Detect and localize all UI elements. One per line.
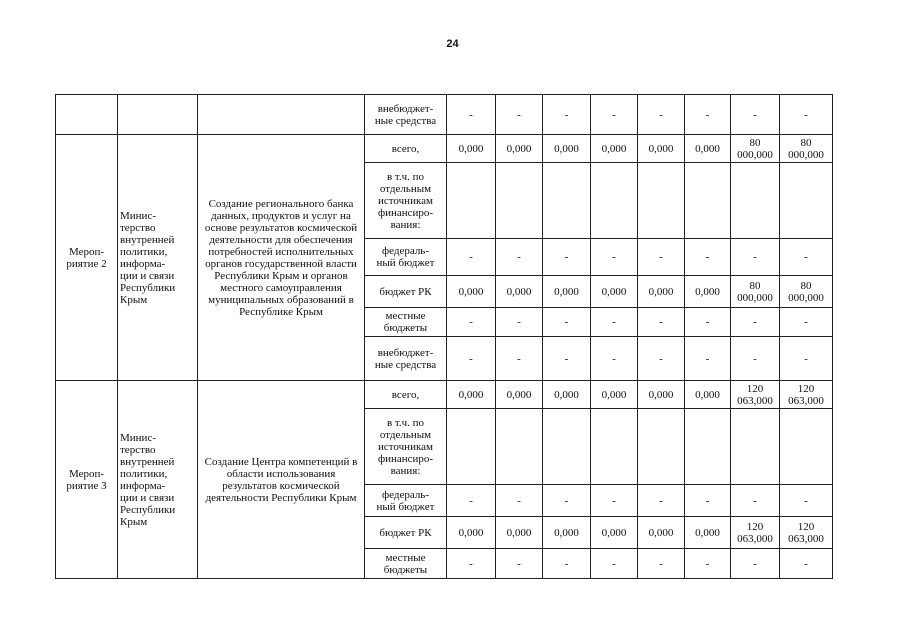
value-cell: - <box>496 337 543 381</box>
value-cell: - <box>780 549 833 579</box>
value-cell: - <box>543 485 591 517</box>
value-cell: - <box>780 308 833 337</box>
value-cell: - <box>638 239 685 276</box>
value-cell: - <box>731 95 780 135</box>
description-cell: Создание Центра компетенций в области использования результатов космической деятельности Республики Крым <box>198 381 365 579</box>
value-cell <box>591 409 638 485</box>
organization-cell <box>118 95 198 135</box>
value-cell: 80 000,000 <box>780 135 833 163</box>
value-cell: - <box>638 337 685 381</box>
value-cell <box>496 409 543 485</box>
value-cell: - <box>731 239 780 276</box>
value-cell: 0,000 <box>543 381 591 409</box>
value-cell: 120 063,000 <box>780 381 833 409</box>
organization-cell: Минис- терство внутренней политики, информа- ции и связи Республики Крым <box>118 381 198 579</box>
value-cell: - <box>638 308 685 337</box>
value-cell <box>780 409 833 485</box>
value-cell: 0,000 <box>591 517 638 549</box>
value-cell: 0,000 <box>496 517 543 549</box>
value-cell: - <box>496 485 543 517</box>
value-cell: 120 063,000 <box>780 517 833 549</box>
value-cell: - <box>780 485 833 517</box>
value-cell <box>447 163 496 239</box>
value-cell: 0,000 <box>591 381 638 409</box>
value-cell: 0,000 <box>447 381 496 409</box>
value-cell: - <box>496 239 543 276</box>
value-cell: - <box>496 95 543 135</box>
value-cell <box>685 409 731 485</box>
value-cell: - <box>780 95 833 135</box>
funding-source-cell: бюджет РК <box>365 517 447 549</box>
funding-source-cell: федераль- ный бюджет <box>365 485 447 517</box>
value-cell: - <box>591 485 638 517</box>
value-cell: - <box>591 308 638 337</box>
value-cell: - <box>591 549 638 579</box>
value-cell: - <box>685 308 731 337</box>
table-row <box>56 135 833 163</box>
value-cell: - <box>731 549 780 579</box>
funding-source-cell: местные бюджеты <box>365 308 447 337</box>
funding-source-cell: всего, <box>365 381 447 409</box>
value-cell: 0,000 <box>543 135 591 163</box>
value-cell: - <box>447 308 496 337</box>
value-cell: 0,000 <box>447 135 496 163</box>
value-cell: - <box>591 239 638 276</box>
funding-source-cell: внебюджет- ные средства <box>365 337 447 381</box>
value-cell: - <box>447 337 496 381</box>
value-cell: - <box>731 308 780 337</box>
value-cell: - <box>591 95 638 135</box>
organization-cell: Минис- терство внутренней политики, информа- ции и связи Республики Крым <box>118 135 198 381</box>
value-cell <box>543 163 591 239</box>
value-cell: 0,000 <box>685 517 731 549</box>
value-cell: - <box>447 485 496 517</box>
value-cell <box>496 163 543 239</box>
value-cell <box>731 409 780 485</box>
value-cell <box>731 163 780 239</box>
value-cell: - <box>543 337 591 381</box>
value-cell: 120 063,000 <box>731 517 780 549</box>
value-cell: - <box>496 549 543 579</box>
event-cell <box>56 95 118 135</box>
value-cell: 80 000,000 <box>731 135 780 163</box>
value-cell: 0,000 <box>685 276 731 308</box>
description-cell <box>198 95 365 135</box>
value-cell: 0,000 <box>591 276 638 308</box>
value-cell: - <box>685 549 731 579</box>
funding-source-cell: внебюджет- ные средства <box>365 95 447 135</box>
value-cell: 0,000 <box>543 276 591 308</box>
value-cell: - <box>638 95 685 135</box>
value-cell: - <box>638 485 685 517</box>
value-cell: 0,000 <box>638 276 685 308</box>
value-cell: 0,000 <box>496 276 543 308</box>
value-cell: - <box>496 308 543 337</box>
value-cell: - <box>591 337 638 381</box>
value-cell: - <box>685 485 731 517</box>
value-cell: 0,000 <box>638 517 685 549</box>
value-cell: 0,000 <box>496 135 543 163</box>
funding-source-cell: бюджет РК <box>365 276 447 308</box>
value-cell: - <box>447 549 496 579</box>
value-cell: 0,000 <box>591 135 638 163</box>
value-cell: - <box>780 239 833 276</box>
value-cell: - <box>685 239 731 276</box>
page-number: 24 <box>446 38 459 50</box>
value-cell: - <box>685 95 731 135</box>
value-cell: 0,000 <box>638 135 685 163</box>
funding-source-cell: всего, <box>365 135 447 163</box>
value-cell <box>685 163 731 239</box>
value-cell: 80 000,000 <box>780 276 833 308</box>
value-cell: 0,000 <box>447 276 496 308</box>
value-cell <box>591 163 638 239</box>
value-cell: 0,000 <box>447 517 496 549</box>
description-cell: Создание регионального банка данных, продуктов и услуг на основе результатов космической деятельности для обеспечения потребностей исполнительных органов государственной власти Республики Крым и органов местного самоуправления муниципальных образований в Республике Крым <box>198 135 365 381</box>
value-cell <box>780 163 833 239</box>
value-cell: - <box>731 485 780 517</box>
event-name-cell: Мероп- риятие 2 <box>56 135 118 381</box>
value-cell: - <box>543 308 591 337</box>
value-cell: - <box>638 549 685 579</box>
funding-source-cell: в т.ч. по отдельным источникам финансиро- вания: <box>365 409 447 485</box>
value-cell: - <box>447 95 496 135</box>
value-cell <box>447 409 496 485</box>
budget-table <box>55 94 833 579</box>
table-row <box>56 95 833 135</box>
value-cell <box>543 409 591 485</box>
funding-source-cell: федераль- ный бюджет <box>365 239 447 276</box>
value-cell: - <box>447 239 496 276</box>
value-cell: - <box>685 337 731 381</box>
value-cell: 80 000,000 <box>731 276 780 308</box>
value-cell: - <box>731 337 780 381</box>
funding-source-cell: в т.ч. по отдельным источникам финансиро- вания: <box>365 163 447 239</box>
table-row <box>56 381 833 409</box>
value-cell: - <box>780 337 833 381</box>
value-cell <box>638 163 685 239</box>
value-cell: 0,000 <box>685 381 731 409</box>
value-cell: 0,000 <box>543 517 591 549</box>
value-cell: - <box>543 239 591 276</box>
value-cell: 0,000 <box>638 381 685 409</box>
event-name-cell: Мероп- риятие 3 <box>56 381 118 579</box>
value-cell: - <box>543 95 591 135</box>
value-cell <box>638 409 685 485</box>
value-cell: 0,000 <box>496 381 543 409</box>
funding-source-cell: местные бюджеты <box>365 549 447 579</box>
value-cell: 0,000 <box>685 135 731 163</box>
value-cell: 120 063,000 <box>731 381 780 409</box>
value-cell: - <box>543 549 591 579</box>
